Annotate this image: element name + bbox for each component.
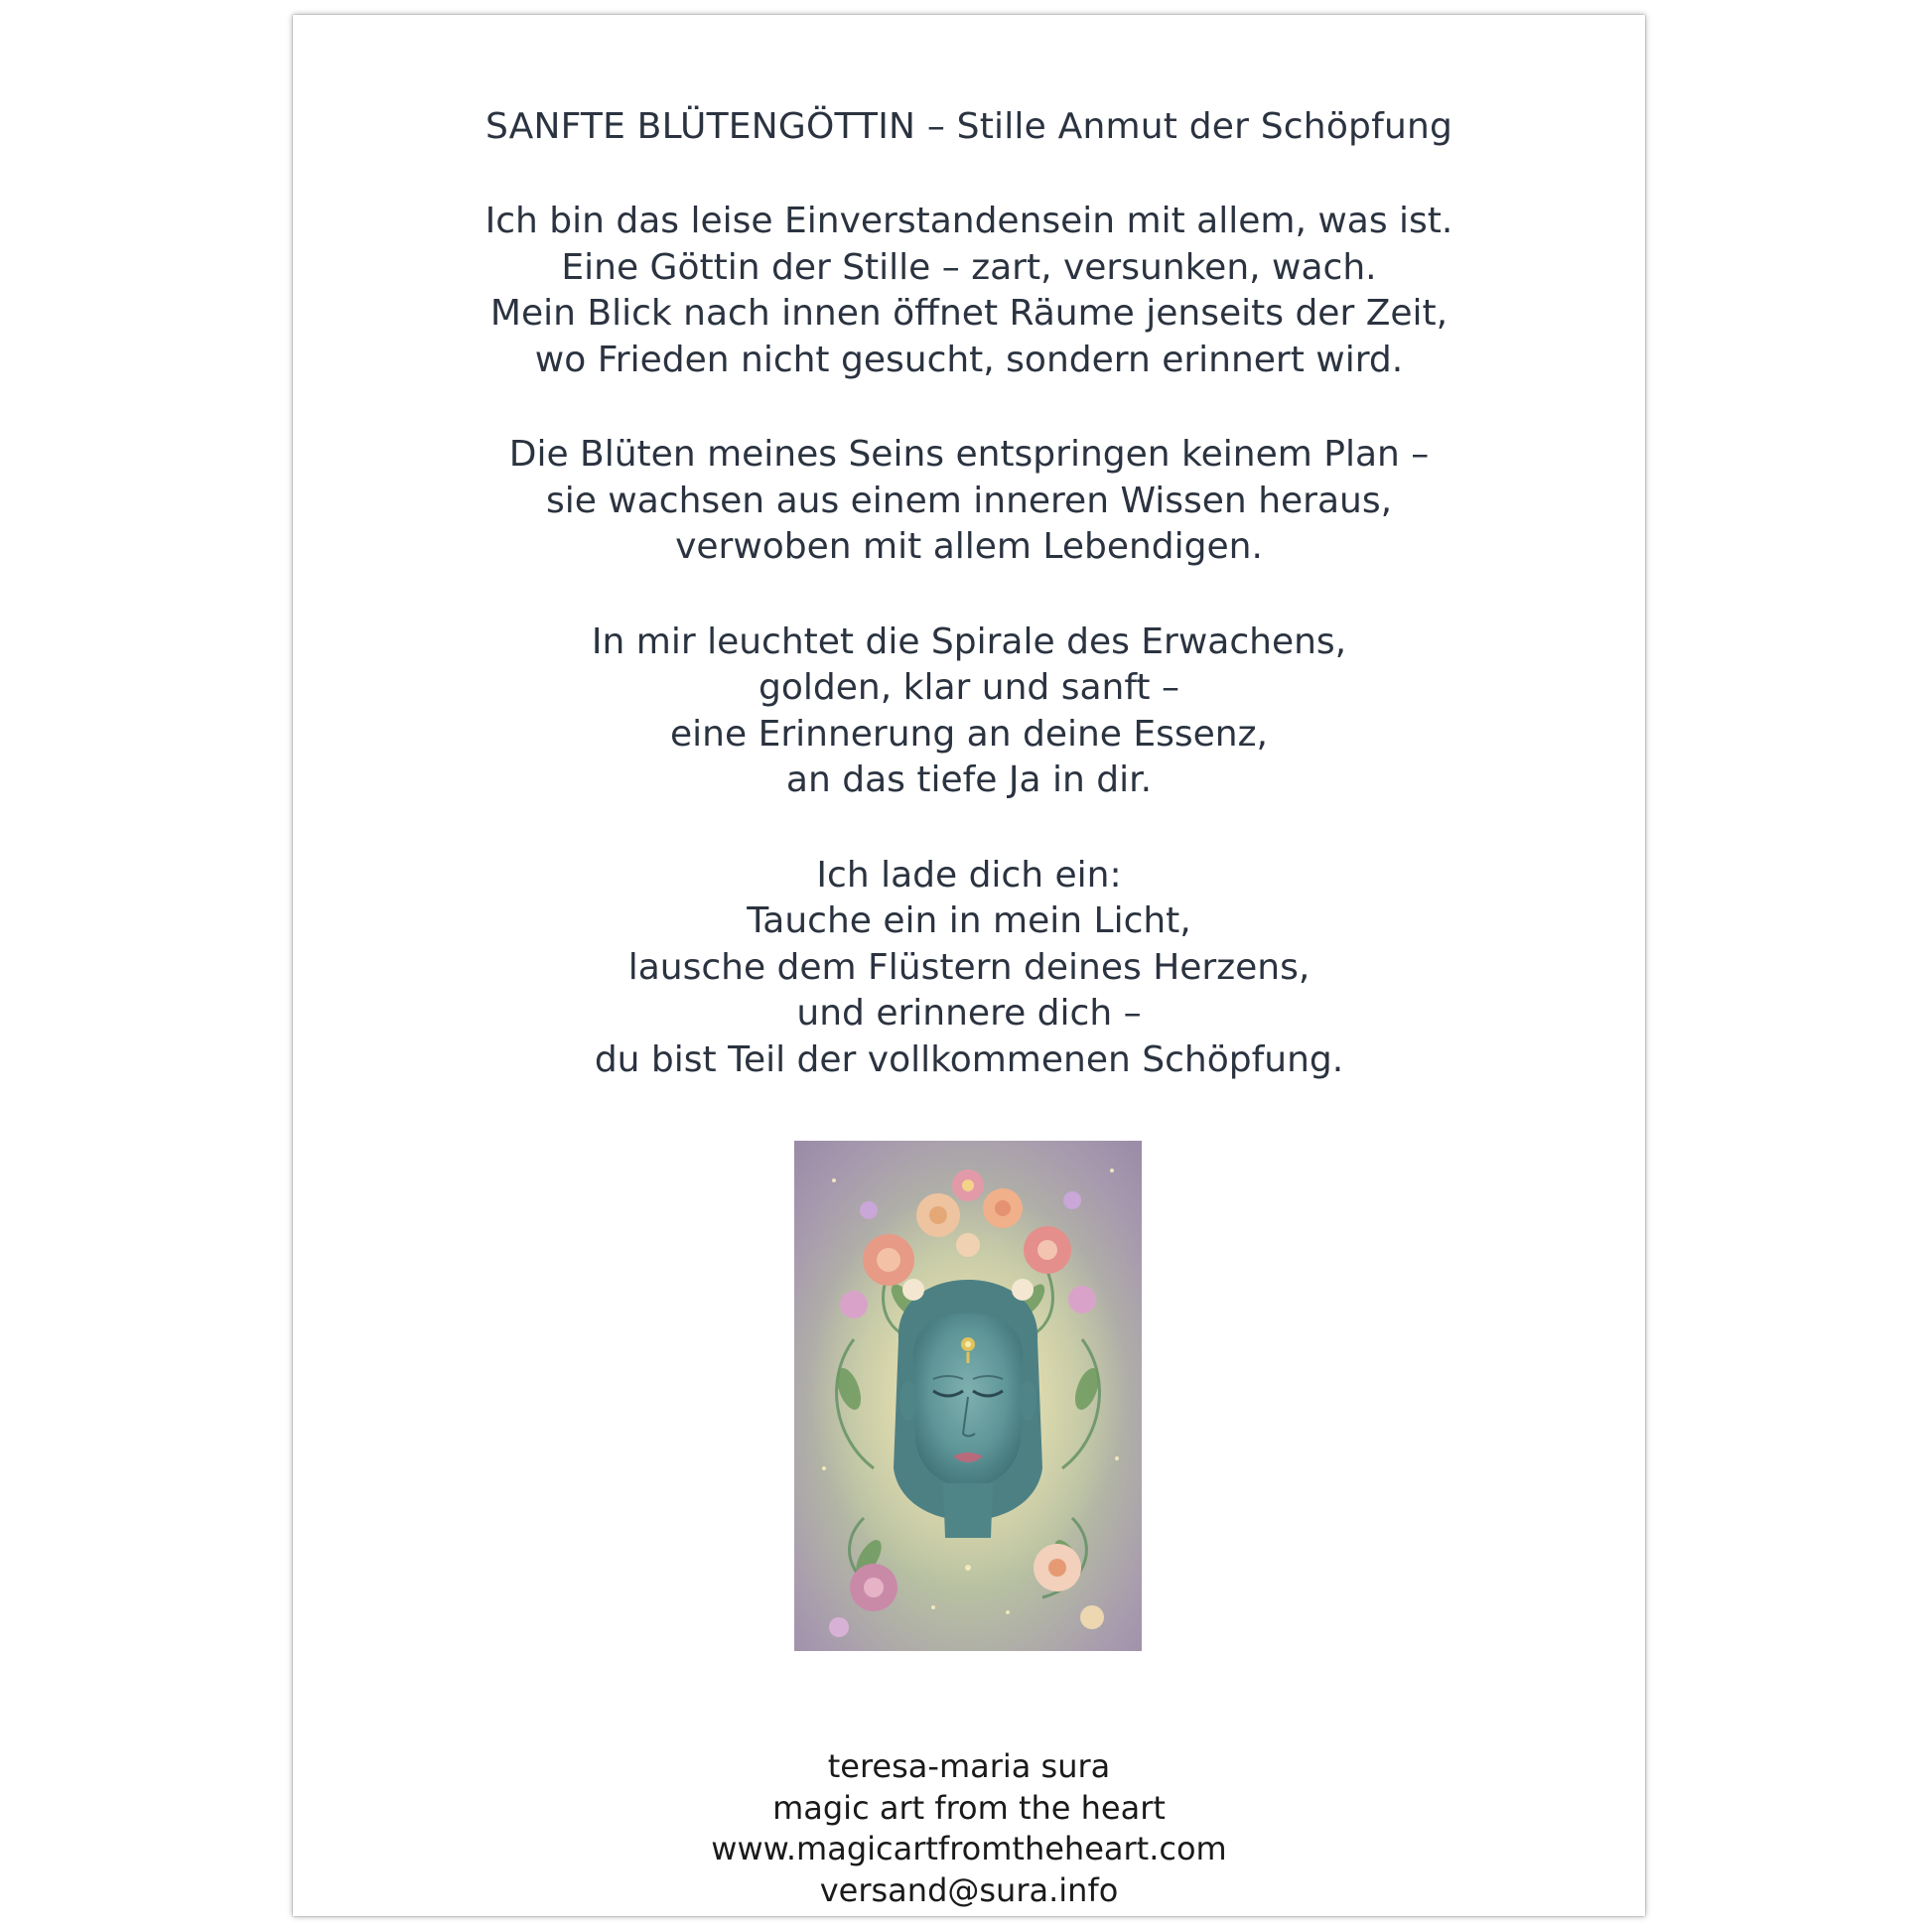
poem-line: In mir leuchtet die Spirale des Erwachens, bbox=[591, 621, 1347, 662]
footer-contact bbox=[293, 1746, 1645, 1911]
poem-line: du bist Teil der vollkommenen Schöpfung. bbox=[594, 1038, 1344, 1080]
poem-line: Eine Göttin der Stille – zart, versunken, wach. bbox=[561, 246, 1377, 288]
poem-block bbox=[293, 92, 1645, 1083]
poem-line: und erinnere dich – bbox=[796, 993, 1142, 1034]
poem-line: Mein Blick nach innen öffnet Räume jenseits der Zeit, bbox=[489, 293, 1449, 334]
poem-line: Ich lade dich ein: bbox=[816, 854, 1122, 896]
poem-line: golden, klar und sanft – bbox=[759, 667, 1179, 708]
goddess-artwork-image bbox=[794, 1141, 1142, 1651]
poem-line: wo Frieden nicht gesucht, sondern erinnert wird. bbox=[534, 339, 1404, 380]
poem-line: Ich bin das leise Einverstandensein mit allem, was ist. bbox=[484, 201, 1453, 241]
stanza-1 bbox=[293, 199, 1645, 383]
document-page bbox=[293, 15, 1645, 1916]
stanza-4 bbox=[293, 853, 1645, 1084]
author-name: teresa-maria sura bbox=[827, 1747, 1111, 1785]
poem-line: an das tiefe Ja in dir. bbox=[785, 759, 1153, 800]
brand-name: magic art from the heart bbox=[772, 1788, 1166, 1827]
poem-line: Tauche ein in mein Licht, bbox=[747, 900, 1191, 941]
poem-line: sie wachsen aus einem inneren Wissen heraus, bbox=[545, 480, 1393, 521]
poem-line: eine Erinnerung an deine Essenz, bbox=[670, 713, 1268, 755]
poem-line: verwoben mit allem Lebendigen. bbox=[675, 526, 1263, 567]
email-text: versand@sura.info bbox=[819, 1870, 1119, 1909]
poem-line: Die Blüten meines Seins entspringen keinem Plan – bbox=[508, 434, 1430, 475]
stanza-2 bbox=[293, 432, 1645, 571]
website-text: www.magicartfromtheheart.com bbox=[711, 1830, 1227, 1867]
poem-title: SANFTE BLÜTENGÖTTIN – Stille Anmut der Schöpfung bbox=[484, 106, 1453, 147]
poem-line: lausche dem Flüstern deines Herzens, bbox=[627, 946, 1311, 988]
stanza-3 bbox=[293, 620, 1645, 804]
